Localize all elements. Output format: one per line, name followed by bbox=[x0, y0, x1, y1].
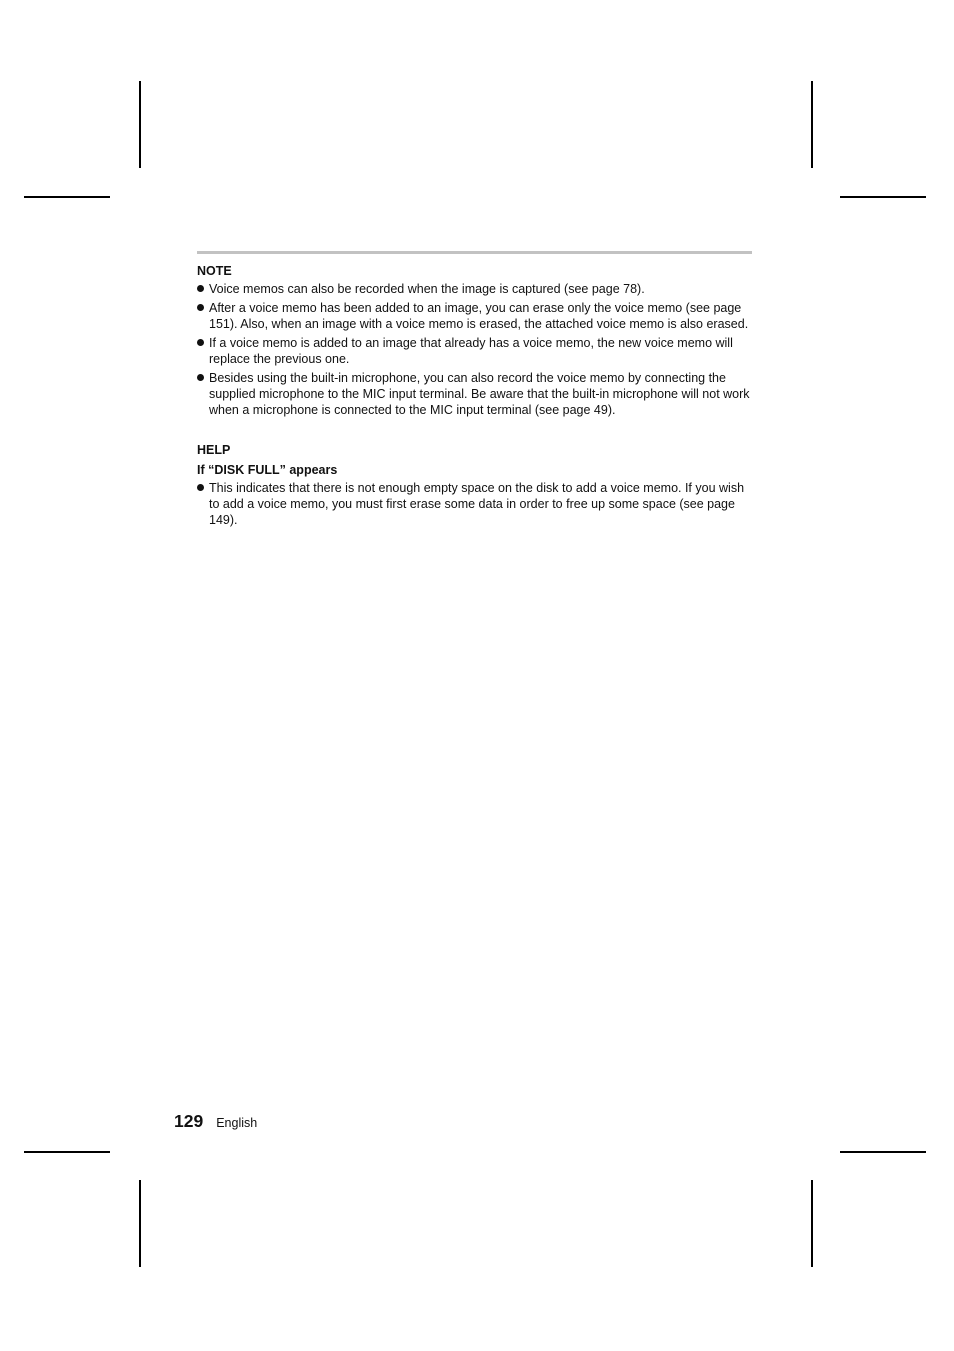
note-heading: NOTE bbox=[197, 264, 232, 278]
note-item-text: If a voice memo is added to an image that already has a voice memo, the new voice memo will replace the previous one. bbox=[209, 336, 733, 366]
help-item bbox=[197, 480, 752, 528]
note-item-text: Voice memos can also be recorded when the image is captured (see page 78). bbox=[209, 282, 645, 296]
bullet-icon bbox=[197, 285, 204, 292]
note-item bbox=[197, 370, 752, 418]
note-item-text: Besides using the built-in microphone, you can also record the voice memo by connecting the supplied microphone to the MIC input terminal. Be aware that the built-in microphone will not work when a microphone is connected to the MIC input terminal (see page 49). bbox=[209, 371, 750, 417]
crop-mark-bottom-left-horizontal bbox=[24, 1151, 110, 1153]
help-subheading: If “DISK FULL” appears bbox=[197, 463, 338, 477]
crop-mark-top-left-vertical bbox=[139, 81, 141, 168]
crop-mark-bottom-right-vertical bbox=[811, 1180, 813, 1267]
note-item-text: After a voice memo has been added to an image, you can erase only the voice memo (see page 151). Also, when an image with a voice memo is erased, the attached voice memo is also erased. bbox=[209, 301, 749, 331]
crop-mark-bottom-right-horizontal bbox=[840, 1151, 926, 1153]
page-number: 129 bbox=[174, 1111, 204, 1131]
bullet-icon bbox=[197, 484, 204, 491]
page-content bbox=[197, 251, 752, 531]
page-footer bbox=[174, 1111, 257, 1132]
crop-mark-top-right-horizontal bbox=[840, 196, 926, 198]
page-language: English bbox=[216, 1116, 258, 1130]
help-heading: HELP bbox=[197, 443, 231, 457]
help-item-text: This indicates that there is not enough empty space on the disk to add a voice memo. If you wish to add a voice memo, you must first erase some data in order to free up some space (see page 149). bbox=[209, 481, 745, 527]
bullet-icon bbox=[197, 374, 204, 381]
bullet-icon bbox=[197, 304, 204, 311]
note-item bbox=[197, 300, 752, 332]
section-divider bbox=[197, 251, 752, 254]
help-list bbox=[197, 480, 752, 528]
note-list bbox=[197, 281, 752, 418]
note-item bbox=[197, 281, 752, 297]
bullet-icon bbox=[197, 339, 204, 346]
crop-mark-top-left-horizontal bbox=[24, 196, 110, 198]
crop-mark-bottom-left-vertical bbox=[139, 1180, 141, 1267]
crop-mark-top-right-vertical bbox=[811, 81, 813, 168]
note-item bbox=[197, 335, 752, 367]
